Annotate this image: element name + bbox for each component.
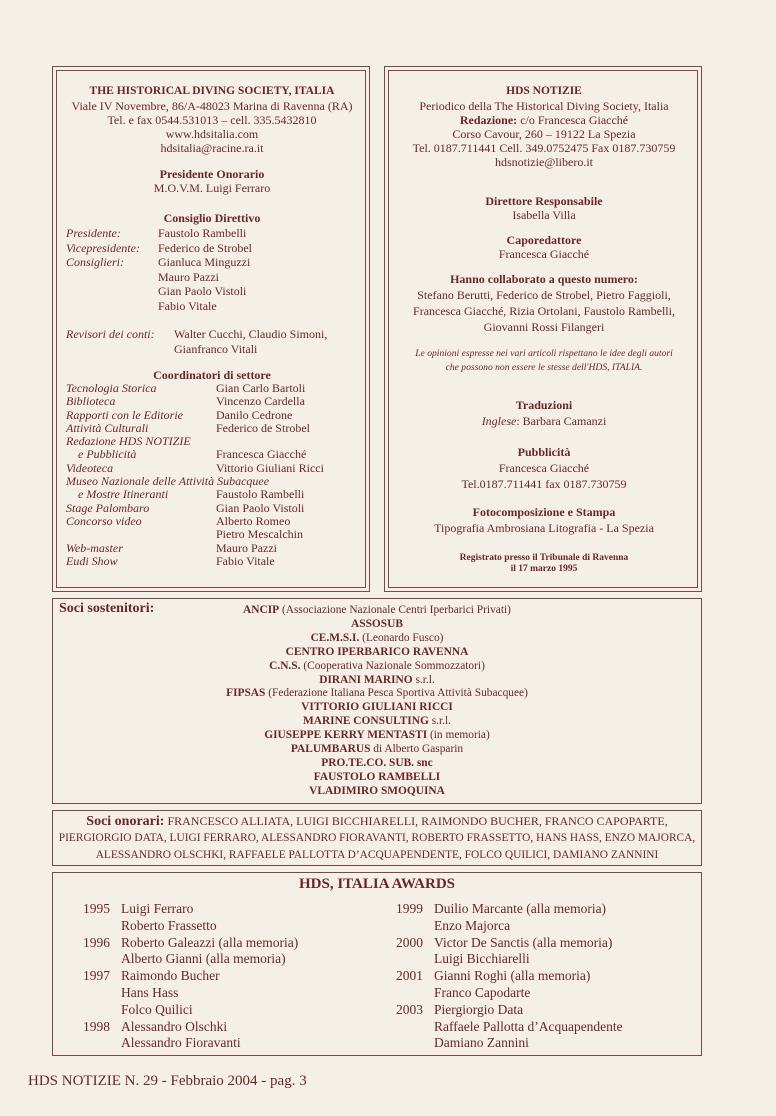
coordinatore-row: e Mostre Itineranti Faustolo Rambelli — [66, 487, 305, 502]
sostenitore-item: FAUSTOLO RAMBELLI — [313, 770, 441, 783]
foto-section — [389, 504, 699, 536]
magazine-info-inner — [388, 70, 698, 588]
consiglio-title: Consiglio Direttivo — [163, 211, 261, 225]
foto-value: Tipografia Ambrosiana Litografia - La Spezia — [434, 521, 654, 535]
onorari-box — [52, 810, 702, 866]
award-row: 2000 Victor De Sanctis (alla memoria) — [396, 934, 613, 950]
sostenitore-item: PRO.TE.CO. SUB. snc — [321, 756, 433, 769]
pubblicita-phones: Tel.0187.711441 fax 0187.730759 — [461, 477, 627, 491]
award-row: 2003 Piergiorgio Data — [396, 1001, 524, 1017]
collaborato-line: Giovanni Rossi Filangeri — [483, 320, 605, 334]
coordinatore-row: Museo Nazionale delle Attività Subacquee — [66, 474, 270, 489]
sostenitore-item: MARINE CONSULTING s.r.l. — [302, 715, 451, 728]
award-row: Folco Quilici — [121, 1001, 193, 1017]
onorari-line: Soci onorari: FRANCESCO ALLIATA, LUIGI BICCHIARELLI, RAIMONDO BUCHER, FRANCO CAPOPARTE, — [86, 814, 668, 829]
caporedattore-title: Caporedattore — [506, 233, 582, 247]
collaborato-line: Stefano Berutti, Federico de Strobel, Pietro Faggioli, — [417, 288, 671, 302]
traduzioni-line: Inglese: Barbara Camanzi — [481, 414, 607, 428]
award-row: 1998 Alessandro Olschki — [83, 1018, 228, 1034]
society-info-inner — [56, 70, 366, 588]
org-website[interactable]: www.hdsitalia.com — [165, 126, 259, 141]
sostenitore-item: VLADIMIRO SMOQUINA — [309, 784, 445, 797]
traduzioni-title: Traduzioni — [515, 398, 573, 412]
caporedattore-name: Francesca Giacché — [498, 247, 590, 261]
awards-title: HDS, ITALIA AWARDS — [298, 876, 456, 892]
disclaimer-line: Le opinioni espresse nei vari articoli rispettano le idee degli autori — [415, 348, 673, 359]
magazine-email[interactable]: hdsnotizie@libero.it — [494, 154, 594, 169]
org-name: THE HISTORICAL DIVING SOCIETY, ITALIA — [89, 85, 335, 97]
sostenitore-item: C.N.S. (Cooperativa Nazionale Sommozzatori) — [269, 659, 485, 672]
consiglio-row: Presidente: Faustolo Rambelli — [66, 226, 247, 240]
sostenitore-item: VITTORIO GIULIANI RICCI — [301, 701, 453, 714]
collaborato-section — [389, 271, 699, 335]
award-row: 1995 Luigi Ferraro — [83, 901, 194, 916]
sostenitore-item: CENTRO IPERBARICO RAVENNA — [285, 645, 469, 658]
sostenitore-item: GIUSEPPE KERRY MENTASTI (in memoria) — [264, 729, 490, 742]
sostenitori-list — [53, 604, 701, 799]
coordinatore-row: Eudi Show Fabio Vitale — [66, 553, 275, 568]
coordinatore-row: Concorso video Alberto Romeo — [66, 513, 291, 528]
disclaimer — [389, 347, 699, 375]
presidente-onorario-section — [57, 167, 367, 195]
presidente-onorario-title: Presidente Onorario — [159, 167, 265, 181]
award-row: Roberto Frassetto — [121, 917, 217, 933]
collaborato-line: Francesca Giacché, Rizia Ortolani, Faustolo Rambelli, — [413, 304, 675, 318]
sostenitore-item: ANCIP (Associazione Nazionale Centri Iperbarici Privati) — [243, 604, 511, 616]
registrato-line: Registrato presso il Tribunale di Ravenna — [459, 553, 629, 563]
org-email[interactable]: hdsitalia@racine.ra.it — [160, 140, 264, 155]
org-address: Viale IV Novembre, 86/A-48023 Marina di Ravenna (RA) — [71, 98, 353, 113]
award-row: 1999 Duilio Marcante (alla memoria) — [396, 901, 607, 916]
coordinatori-title: Coordinatori di settore — [153, 368, 271, 382]
consiglio-row: Vicepresidente: Federico de Strobel — [66, 240, 252, 255]
traduzioni-section — [389, 397, 699, 429]
sostenitore-item: CE.M.S.I. (Leonardo Fusco) — [310, 631, 444, 644]
award-row: Alberto Gianni (alla memoria) — [121, 951, 286, 967]
award-row: Damiano Zannini — [434, 1035, 529, 1051]
sostenitore-item: PALUMBARUS di Alberto Gasparin — [290, 743, 464, 756]
revisori-names-2: Gianfranco Vitali — [174, 341, 258, 356]
consiglio-row: Fabio Vitale — [158, 298, 217, 313]
registrato-section — [389, 553, 699, 574]
revisori-label: Revisori dei conti: — [66, 327, 155, 341]
coordinatore-row: Attività Culturali Federico de Strobel — [66, 420, 310, 435]
direttore-name: Isabella Villa — [512, 208, 576, 222]
coordinatore-row: e Pubblicità Francesca Giacché — [66, 447, 307, 462]
award-row: Enzo Majorca — [434, 917, 511, 933]
award-row: 1996 Roberto Galeazzi (alla memoria) — [83, 934, 299, 950]
award-row: Raffaele Pallotta d’Acquapendente — [434, 1018, 623, 1034]
magazine-header — [389, 85, 699, 169]
awards-right-column — [396, 901, 623, 1052]
magazine-title: HDS NOTIZIE — [506, 85, 582, 97]
pubblicita-title: Pubblicità — [517, 445, 571, 459]
caporedattore-section — [389, 233, 699, 261]
consiglio-row: Mauro Pazzi — [158, 269, 219, 284]
redazione-line: Redazione: c/o Francesca Giacché — [459, 112, 629, 127]
award-row: Franco Capodarte — [434, 984, 531, 1000]
award-row: Luigi Bicchiarelli — [434, 951, 530, 967]
magazine-address: Corso Cavour, 260 – 19122 La Spezia — [452, 126, 636, 141]
pubblicita-name: Francesca Giacché — [498, 461, 590, 475]
sostenitore-item: FIPSAS (Federazione Italiana Pesca Sportiva Attività Subacquee) — [226, 687, 528, 700]
org-phone: Tel. e fax 0544.531013 – cell. 335.5432810 — [107, 112, 317, 127]
consiglio-row: Gian Paolo Vistoli — [158, 284, 247, 298]
award-row: Alessandro Fioravanti — [121, 1035, 241, 1051]
disclaimer-line: che possono non essere le stesse dell'HDS, ITALIA. — [445, 362, 643, 373]
society-header — [57, 85, 367, 155]
magazine-info-box — [384, 66, 702, 592]
coordinatore-row: Biblioteca Vincenzo Cardella — [66, 394, 305, 409]
coordinatore-row: Redazione HDS NOTIZIE — [66, 434, 191, 449]
foto-title: Fotocomposizione e Stampa — [472, 505, 616, 519]
coordinatore-row: Tecnologia Storica Gian Carlo Bartoli — [66, 381, 306, 395]
sostenitore-item: DIRANI MARINO s.r.l. — [319, 673, 435, 686]
consiglio-list — [57, 226, 367, 313]
coordinatore-row: Web-master Mauro Pazzi — [66, 540, 277, 555]
revisori-names: Walter Cucchi, Claudio Simoni, — [174, 327, 328, 341]
society-info-box — [52, 66, 370, 592]
consiglio-section — [57, 211, 367, 313]
sostenitori-box — [52, 598, 702, 804]
revisori-section — [66, 327, 366, 356]
onorari-line: ALESSANDRO OLSCHKI, RAFFAELE PALLOTTA D’ACQUAPENDENTE, FOLCO QUILICI, DAMIANO ZANNINI — [95, 849, 659, 861]
pubblicita-section — [389, 444, 699, 492]
coordinatore-row: Videoteca Vittorio Giuliani Ricci — [66, 460, 324, 475]
award-row: 2001 Gianni Roghi (alla memoria) — [396, 968, 591, 984]
collaborato-title: Hanno collaborato a questo numero: — [450, 272, 638, 286]
page-footer: HDS NOTIZIE N. 29 - Febbraio 2004 - pag. 3 — [28, 1073, 307, 1089]
coordinatore-row: Stage Palombaro Gian Paolo Vistoli — [66, 500, 305, 515]
sostenitore-item: ASSOSUB — [351, 617, 403, 630]
awards-left-column — [83, 901, 298, 1052]
direttore-section — [389, 194, 699, 222]
magazine-phones: Tel. 0187.711441 Cell. 349.0752475 Fax 0187.730759 — [412, 140, 676, 155]
onorari-label: Soci onorari: — [86, 814, 165, 829]
onorari-line: PIERGIORGIO DATA, LUIGI FERRARO, ALESSANDRO FIORAVANTI, ROBERTO FRASSETTO, HANS HASS, ENZO MAJORCA, — [58, 832, 696, 844]
coordinatore-row: Pietro Mescalchin — [216, 527, 303, 542]
awards-box — [52, 872, 702, 1056]
coordinatori-section — [57, 368, 367, 568]
direttore-title: Direttore Responsabile — [485, 194, 603, 208]
sostenitori-label: Soci sostenitori: — [59, 601, 155, 616]
onorari-text — [53, 813, 701, 864]
consiglio-row: Consiglieri: Gianluca Minguzzi — [66, 255, 251, 269]
registrato-line: il 17 marzo 1995 — [510, 563, 578, 574]
presidente-onorario-name: M.O.V.M. Luigi Ferraro — [153, 181, 271, 195]
magazine-subtitle: Periodico della The Historical Diving Society, Italia — [419, 98, 669, 113]
award-row: Hans Hass — [121, 984, 179, 1000]
coordinatori-list — [57, 382, 367, 568]
award-row: 1997 Raimondo Bucher — [83, 968, 220, 984]
coordinatore-row: Rapporti con le Editorie Danilo Cedrone — [66, 407, 293, 422]
